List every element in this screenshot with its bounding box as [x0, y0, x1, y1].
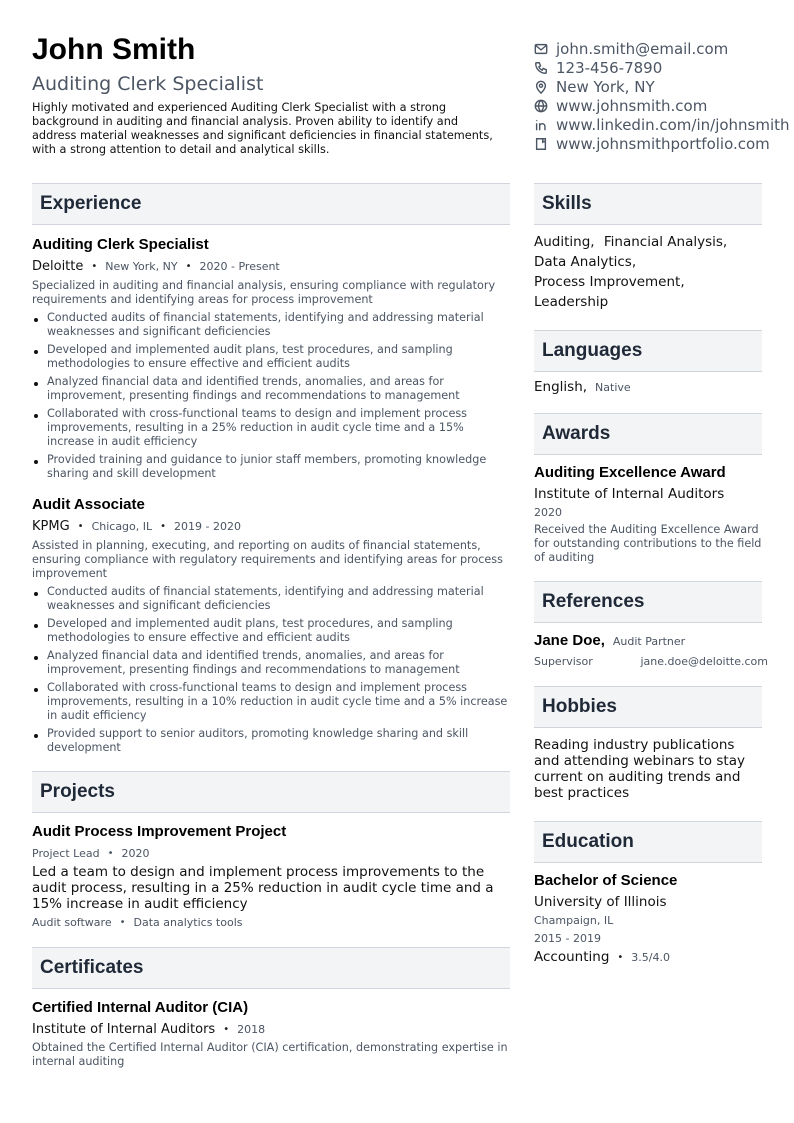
project-role: Project Lead — [32, 846, 100, 860]
company-name: KPMG — [32, 518, 70, 534]
project-description: Led a team to design and implement process improvements to the audit process, resulting in a 25% reduction in audit cycle time and a 15% increase in audit efficiency — [32, 864, 494, 912]
reference-header — [534, 632, 762, 649]
awards-heading: Awards — [542, 423, 611, 444]
certificate-year: 2018 — [237, 1022, 266, 1036]
skill-item: Process Improvement, — [534, 274, 685, 290]
reference-relation: Supervisor — [534, 655, 593, 668]
contact-list — [534, 39, 794, 153]
separator-dot: • — [77, 520, 84, 532]
experience-heading: Experience — [40, 193, 142, 214]
bullet-item: Conducted audits of financial statements, identifying and addressing material weaknesses and significant deficiencies — [32, 585, 510, 613]
bullet-item: Collaborated with cross-functional teams to design and implement process improvements, resulting in a 25% reduction in audit cycle time and a 15% increase in audit efficiency — [32, 407, 510, 449]
degree: Bachelor of Science — [534, 872, 678, 889]
experience-entry — [32, 235, 510, 481]
project-entry — [32, 822, 510, 929]
bullet-item: Developed and implemented audit plans, test procedures, and sampling methodologies to ensure effective and efficient audits — [32, 617, 510, 645]
language-entry — [534, 379, 762, 395]
location-pin-icon — [534, 80, 556, 94]
contact-portfolio[interactable] — [534, 134, 794, 153]
separator-dot: • — [185, 260, 192, 272]
candidate-title: Auditing Clerk Specialist — [32, 73, 264, 95]
reference-details — [534, 655, 768, 668]
skill-item: Financial Analysis, — [603, 234, 728, 250]
contact-website[interactable] — [534, 96, 794, 115]
skills-list — [534, 232, 762, 312]
separator-dot: • — [119, 917, 126, 928]
bullet-item: Collaborated with cross-functional teams to design and implement process improvements, resulting in a 10% reduction in audit cycle time and a 5% increase in audit efficiency — [32, 681, 510, 723]
summary-text: Highly motivated and experienced Auditing Clerk Specialist with a strong background in auditing and financial analysis. Proven ability to identify and address material weaknesses and significant deficiencies in financial statements, with a strong attention to detail and analytical skills. — [32, 101, 493, 156]
language-level: Native — [595, 381, 631, 394]
job-location: New York, NY — [105, 259, 178, 273]
languages-heading: Languages — [542, 340, 643, 361]
company-name: Deloitte — [32, 258, 84, 274]
contact-linkedin[interactable] — [534, 115, 794, 134]
job-dates: 2019 - 2020 — [174, 519, 241, 533]
gpa: 3.5/4.0 — [631, 950, 670, 964]
field-of-study: Accounting — [534, 949, 610, 965]
experience-section-header — [32, 183, 510, 225]
project-tools — [32, 916, 510, 929]
contact-location-text: New York, NY — [556, 77, 655, 96]
project-meta — [32, 844, 510, 862]
side-column — [534, 183, 768, 965]
bullet-item: Conducted audits of financial statements, identifying and addressing material weaknesses and significant deficiencies — [32, 311, 510, 339]
certificate-meta — [32, 1020, 510, 1038]
separator-dot: • — [107, 847, 114, 859]
school-name: University of Illinois — [534, 894, 667, 910]
contact-linkedin-text: www.linkedin.com/in/johnsmith — [556, 115, 790, 134]
linkedin-icon — [534, 118, 556, 132]
job-meta — [32, 257, 510, 275]
certificates-section-header — [32, 947, 510, 989]
language-name: English, — [534, 379, 588, 395]
education-section-header — [534, 821, 762, 863]
separator-dot: • — [617, 951, 624, 963]
job-meta — [32, 517, 510, 535]
job-location: Chicago, IL — [91, 519, 153, 533]
resume-header — [32, 32, 502, 157]
skill-item: Data Analytics, — [534, 254, 637, 270]
education-dates: 2015 - 2019 — [534, 932, 601, 945]
projects-section-header — [32, 771, 510, 813]
job-description: Assisted in planning, executing, and reporting on audits of financial statements, ensuring compliance with regulatory requirements and identifying areas for process improvement — [32, 539, 503, 580]
references-heading: References — [542, 591, 645, 612]
award-organization: Institute of Internal Auditors — [534, 486, 725, 502]
reference-name: Jane Doe, — [534, 632, 605, 649]
main-column — [32, 183, 510, 1069]
certificate-entry — [32, 998, 510, 1069]
contact-website-text: www.johnsmith.com — [556, 96, 708, 115]
project-tool: Audit software — [32, 916, 112, 929]
school-location: Champaign, IL — [534, 914, 614, 927]
contact-portfolio-text: www.johnsmithportfolio.com — [556, 134, 770, 153]
projects-heading: Projects — [40, 781, 115, 802]
skills-heading: Skills — [542, 193, 592, 214]
references-section-header — [534, 581, 762, 623]
skill-item: Auditing, — [534, 234, 595, 250]
phone-icon — [534, 61, 556, 75]
contact-email[interactable] — [534, 39, 794, 58]
contact-email-text: john.smith@email.com — [556, 39, 729, 58]
awards-section-header — [534, 413, 762, 455]
hobbies-text: Reading industry publications and attending webinars to stay current on auditing trends and best practices — [534, 737, 745, 801]
hobbies-section-header — [534, 686, 762, 728]
award-title: Auditing Excellence Award — [534, 464, 726, 481]
certificate-description: Obtained the Certified Internal Auditor (CIA) certification, demonstrating expertise in internal auditing — [32, 1041, 508, 1068]
experience-entry — [32, 495, 510, 755]
job-bullets — [32, 585, 510, 755]
certificate-title: Certified Internal Auditor (CIA) — [32, 999, 249, 1016]
hobbies-heading: Hobbies — [542, 696, 617, 717]
mail-icon — [534, 42, 556, 56]
job-title: Audit Associate — [32, 496, 145, 513]
award-entry — [534, 463, 762, 565]
award-year: 2020 — [534, 506, 562, 519]
certificates-heading: Certificates — [40, 957, 144, 978]
reference-entry — [534, 632, 768, 668]
skills-section-header — [534, 183, 762, 225]
job-bullets — [32, 311, 510, 481]
award-description: Received the Auditing Excellence Award for outstanding contributions to the field of auditing — [534, 523, 762, 564]
certificate-issuer: Institute of Internal Auditors — [32, 1021, 216, 1037]
skill-item: Leadership — [534, 294, 609, 310]
separator-dot: • — [91, 260, 98, 272]
project-year: 2020 — [121, 846, 150, 860]
contact-phone[interactable] — [534, 58, 794, 77]
languages-section-header — [534, 330, 762, 372]
reference-email[interactable]: jane.doe@deloitte.com — [640, 655, 768, 668]
reference-position: Audit Partner — [612, 635, 686, 648]
candidate-name: John Smith — [32, 33, 196, 66]
education-heading: Education — [542, 831, 634, 852]
project-tool: Data analytics tools — [133, 916, 243, 929]
job-description: Specialized in auditing and financial analysis, ensuring compliance with regulatory requirements and identifying areas for process improvement — [32, 279, 496, 306]
bullet-item: Analyzed financial data and identified trends, anomalies, and areas for improvement, presenting findings and recommendations to management — [32, 649, 510, 677]
bullet-item: Analyzed financial data and identified trends, anomalies, and areas for improvement, presenting findings and recommendations to management — [32, 375, 510, 403]
portfolio-icon — [534, 137, 556, 151]
education-entry — [534, 871, 762, 965]
separator-dot: • — [223, 1023, 230, 1035]
globe-icon — [534, 99, 556, 113]
education-field-row — [534, 949, 762, 965]
contact-phone-text: 123-456-7890 — [556, 58, 663, 77]
project-title: Audit Process Improvement Project — [32, 823, 287, 840]
contact-location — [534, 77, 794, 96]
separator-dot: • — [160, 520, 167, 532]
job-title: Auditing Clerk Specialist — [32, 236, 209, 253]
bullet-item: Provided support to senior auditors, promoting knowledge sharing and skill development — [32, 727, 510, 755]
bullet-item: Provided training and guidance to junior staff members, promoting knowledge sharing and skill development — [32, 453, 510, 481]
job-dates: 2020 - Present — [199, 259, 280, 273]
bullet-item: Developed and implemented audit plans, test procedures, and sampling methodologies to ensure effective and efficient audits — [32, 343, 510, 371]
